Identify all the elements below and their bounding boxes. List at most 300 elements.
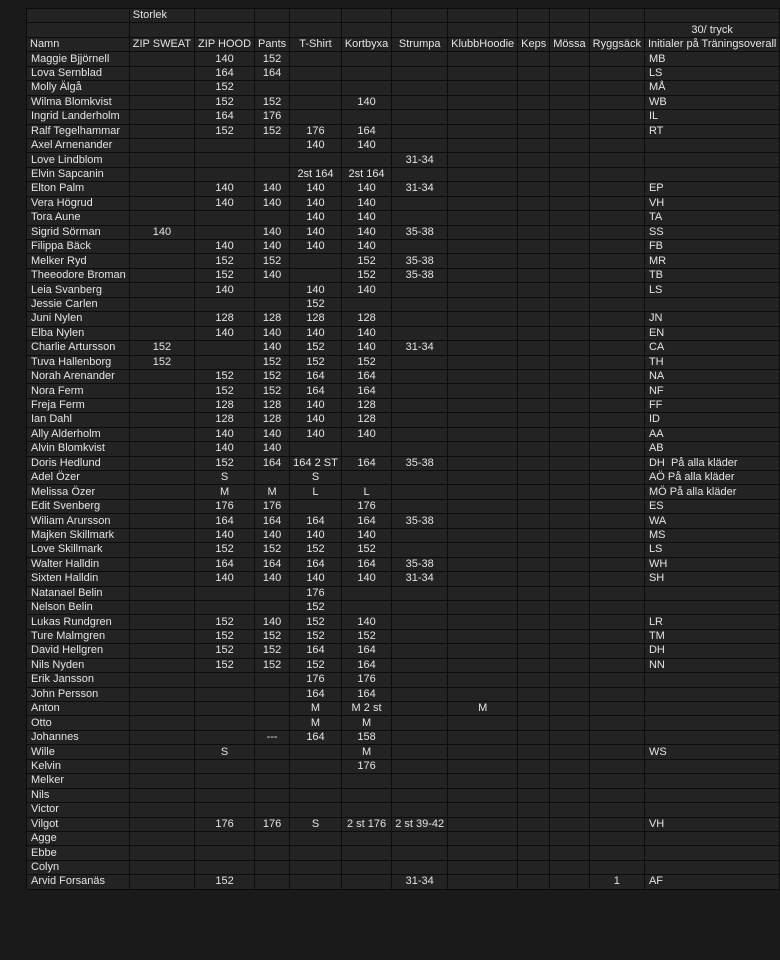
cell-ryggsack[interactable] [589,485,644,499]
cell-initialer[interactable] [644,730,779,744]
person-name-cell[interactable]: Ally Alderholm [27,427,130,441]
cell-ryggsack[interactable] [589,225,644,239]
empty-cell[interactable] [550,23,589,37]
col-header-initialer[interactable]: Initialer på Träningsoverall [644,37,779,51]
cell-zip-hood[interactable]: 140 [195,528,255,542]
cell-kortbyxa[interactable]: 2st 164 [341,167,391,181]
cell-zip-hood[interactable]: 164 [195,557,255,571]
cell-zip-sweat[interactable] [129,196,194,210]
cell-zip-sweat[interactable] [129,499,194,513]
cell-mossa[interactable] [550,759,589,773]
cell-zip-sweat[interactable]: 152 [129,355,194,369]
cell-strumpa[interactable] [392,644,448,658]
person-name-cell[interactable]: Jessie Carlen [27,297,130,311]
cell-zip-sweat[interactable] [129,658,194,672]
cell-ryggsack[interactable] [589,456,644,470]
cell-initialer[interactable] [644,860,779,874]
empty-cell[interactable] [589,9,644,23]
cell-strumpa[interactable]: 35-38 [392,225,448,239]
cell-klubbhoodie[interactable] [448,615,518,629]
cell-keps[interactable] [518,369,550,383]
cell-klubbhoodie[interactable] [448,182,518,196]
cell-initialer[interactable] [644,831,779,845]
cell-initialer[interactable]: AÖ På alla kläder [644,471,779,485]
cell-zip-sweat[interactable] [129,384,194,398]
cell-zip-hood[interactable]: 164 [195,514,255,528]
cell-zip-hood[interactable]: 140 [195,182,255,196]
cell-pants[interactable]: 140 [255,326,290,340]
empty-cell[interactable] [290,23,342,37]
cell-kortbyxa[interactable] [341,831,391,845]
cell-pants[interactable]: 152 [255,52,290,66]
cell-pants[interactable]: 140 [255,341,290,355]
cell-kortbyxa[interactable] [341,153,391,167]
cell-klubbhoodie[interactable] [448,471,518,485]
cell-klubbhoodie[interactable] [448,398,518,412]
person-name-cell[interactable]: Lova Sernblad [27,66,130,80]
cell-strumpa[interactable] [392,138,448,152]
cell-keps[interactable] [518,875,550,889]
cell-zip-sweat[interactable] [129,398,194,412]
person-name-cell[interactable]: Tuva Hallenborg [27,355,130,369]
cell-pants[interactable]: 176 [255,110,290,124]
cell-kortbyxa[interactable]: 140 [341,528,391,542]
cell-zip-hood[interactable] [195,716,255,730]
cell-mossa[interactable] [550,730,589,744]
cell-kortbyxa[interactable] [341,110,391,124]
cell-t-shirt[interactable]: 140 [290,182,342,196]
cell-zip-hood[interactable]: 128 [195,413,255,427]
cell-pants[interactable]: 140 [255,427,290,441]
cell-keps[interactable] [518,153,550,167]
cell-strumpa[interactable] [392,716,448,730]
cell-mossa[interactable] [550,225,589,239]
cell-zip-hood[interactable]: 152 [195,95,255,109]
cell-pants[interactable] [255,600,290,614]
cell-klubbhoodie[interactable] [448,442,518,456]
cell-t-shirt[interactable]: 164 [290,384,342,398]
cell-strumpa[interactable]: 31-34 [392,572,448,586]
cell-zip-hood[interactable]: 140 [195,326,255,340]
cell-t-shirt[interactable]: 140 [290,326,342,340]
cell-ryggsack[interactable] [589,629,644,643]
cell-strumpa[interactable] [392,759,448,773]
cell-initialer[interactable]: TB [644,268,779,282]
cell-initialer[interactable]: NF [644,384,779,398]
cell-pants[interactable] [255,716,290,730]
cell-zip-hood[interactable]: 152 [195,81,255,95]
cell-t-shirt[interactable] [290,759,342,773]
cell-keps[interactable] [518,831,550,845]
cell-mossa[interactable] [550,499,589,513]
cell-t-shirt[interactable] [290,254,342,268]
cell-kortbyxa[interactable]: 158 [341,730,391,744]
cell-keps[interactable] [518,384,550,398]
cell-pants[interactable]: 140 [255,442,290,456]
cell-t-shirt[interactable]: 152 [290,543,342,557]
cell-zip-hood[interactable] [195,831,255,845]
cell-strumpa[interactable] [392,860,448,874]
cell-mossa[interactable] [550,312,589,326]
col-header-klubbhoodie[interactable]: KlubbHoodie [448,37,518,51]
cell-t-shirt[interactable]: L [290,485,342,499]
cell-klubbhoodie[interactable] [448,312,518,326]
cell-klubbhoodie[interactable] [448,297,518,311]
cell-initialer[interactable]: LS [644,66,779,80]
cell-pants[interactable]: 140 [255,196,290,210]
cell-kortbyxa[interactable] [341,875,391,889]
cell-initialer[interactable]: NA [644,369,779,383]
cell-initialer[interactable]: TM [644,629,779,643]
cell-zip-hood[interactable] [195,673,255,687]
cell-strumpa[interactable] [392,413,448,427]
cell-klubbhoodie[interactable] [448,745,518,759]
cell-zip-sweat[interactable] [129,66,194,80]
cell-pants[interactable] [255,153,290,167]
cell-kortbyxa[interactable]: 176 [341,759,391,773]
cell-t-shirt[interactable]: 152 [290,600,342,614]
col-header-strumpa[interactable]: Strumpa [392,37,448,51]
cell-ryggsack[interactable] [589,716,644,730]
cell-pants[interactable]: 140 [255,182,290,196]
cell-kortbyxa[interactable] [341,846,391,860]
cell-pants[interactable]: 164 [255,514,290,528]
cell-strumpa[interactable] [392,398,448,412]
cell-kortbyxa[interactable]: L [341,485,391,499]
empty-cell[interactable] [392,9,448,23]
cell-keps[interactable] [518,702,550,716]
cell-strumpa[interactable] [392,312,448,326]
cell-kortbyxa[interactable]: 128 [341,413,391,427]
cell-klubbhoodie[interactable] [448,66,518,80]
cell-keps[interactable] [518,615,550,629]
cell-zip-sweat[interactable] [129,615,194,629]
cell-mossa[interactable] [550,788,589,802]
cell-mossa[interactable] [550,644,589,658]
cell-klubbhoodie[interactable] [448,774,518,788]
cell-keps[interactable] [518,803,550,817]
cell-kortbyxa[interactable]: M [341,745,391,759]
person-name-cell[interactable]: Kelvin [27,759,130,773]
cell-keps[interactable] [518,211,550,225]
cell-ryggsack[interactable] [589,124,644,138]
cell-strumpa[interactable] [392,211,448,225]
cell-kortbyxa[interactable]: 140 [341,283,391,297]
empty-cell[interactable] [589,23,644,37]
cell-initialer[interactable] [644,803,779,817]
cell-zip-hood[interactable]: 140 [195,196,255,210]
cell-zip-hood[interactable] [195,341,255,355]
person-name-cell[interactable]: Walter Halldin [27,557,130,571]
cell-pants[interactable] [255,846,290,860]
person-name-cell[interactable]: Nelson Belin [27,600,130,614]
cell-initialer[interactable]: SH [644,572,779,586]
person-name-cell[interactable]: Otto [27,716,130,730]
cell-t-shirt[interactable]: 140 [290,398,342,412]
cell-klubbhoodie[interactable] [448,543,518,557]
cell-t-shirt[interactable]: 152 [290,629,342,643]
cell-klubbhoodie[interactable] [448,355,518,369]
cell-zip-sweat[interactable] [129,138,194,152]
cell-klubbhoodie[interactable]: M [448,702,518,716]
cell-pants[interactable]: 164 [255,557,290,571]
cell-pants[interactable]: M [255,485,290,499]
cell-t-shirt[interactable]: 140 [290,138,342,152]
cell-klubbhoodie[interactable] [448,254,518,268]
cell-mossa[interactable] [550,153,589,167]
cell-klubbhoodie[interactable] [448,572,518,586]
cell-initialer[interactable]: DH [644,644,779,658]
cell-mossa[interactable] [550,326,589,340]
cell-initialer[interactable]: TA [644,211,779,225]
cell-mossa[interactable] [550,268,589,282]
cell-klubbhoodie[interactable] [448,803,518,817]
cell-kortbyxa[interactable]: 176 [341,673,391,687]
cell-ryggsack[interactable] [589,803,644,817]
cell-keps[interactable] [518,817,550,831]
empty-cell[interactable] [392,23,448,37]
person-name-cell[interactable]: Natanael Belin [27,586,130,600]
person-name-cell[interactable]: Theeodore Broman [27,268,130,282]
cell-klubbhoodie[interactable] [448,341,518,355]
cell-t-shirt[interactable] [290,95,342,109]
cell-zip-sweat[interactable] [129,52,194,66]
cell-zip-hood[interactable]: 140 [195,427,255,441]
cell-klubbhoodie[interactable] [448,211,518,225]
cell-ryggsack[interactable] [589,384,644,398]
person-name-cell[interactable]: Wilma Blomkvist [27,95,130,109]
empty-cell[interactable] [195,9,255,23]
cell-kortbyxa[interactable] [341,586,391,600]
cell-kortbyxa[interactable]: 128 [341,312,391,326]
cell-t-shirt[interactable]: 164 [290,730,342,744]
cell-initialer[interactable]: IL [644,110,779,124]
cell-zip-hood[interactable] [195,774,255,788]
cell-zip-hood[interactable]: 152 [195,629,255,643]
cell-ryggsack[interactable] [589,196,644,210]
person-name-cell[interactable]: Elvin Sapcanin [27,167,130,181]
person-name-cell[interactable]: Melker Ryd [27,254,130,268]
cell-klubbhoodie[interactable] [448,528,518,542]
cell-kortbyxa[interactable]: 140 [341,225,391,239]
cell-zip-hood[interactable]: 140 [195,442,255,456]
cell-mossa[interactable] [550,543,589,557]
cell-strumpa[interactable] [392,730,448,744]
cell-zip-sweat[interactable] [129,831,194,845]
cell-strumpa[interactable] [392,427,448,441]
cell-zip-hood[interactable]: M [195,485,255,499]
cell-mossa[interactable] [550,369,589,383]
person-name-cell[interactable]: Doris Hedlund [27,456,130,470]
cell-zip-sweat[interactable] [129,182,194,196]
cell-zip-sweat[interactable] [129,759,194,773]
cell-klubbhoodie[interactable] [448,658,518,672]
cell-t-shirt[interactable]: 140 [290,225,342,239]
cell-pants[interactable]: 152 [255,629,290,643]
cell-mossa[interactable] [550,66,589,80]
cell-t-shirt[interactable]: 176 [290,124,342,138]
cell-klubbhoodie[interactable] [448,456,518,470]
cell-klubbhoodie[interactable] [448,600,518,614]
cell-keps[interactable] [518,268,550,282]
cell-mossa[interactable] [550,528,589,542]
cell-t-shirt[interactable] [290,499,342,513]
cell-initialer[interactable]: CA [644,341,779,355]
cell-keps[interactable] [518,326,550,340]
cell-strumpa[interactable] [392,831,448,845]
cell-pants[interactable]: 140 [255,240,290,254]
cell-keps[interactable] [518,110,550,124]
cell-keps[interactable] [518,312,550,326]
cell-initialer[interactable]: LS [644,543,779,557]
person-name-cell[interactable]: Elton Palm [27,182,130,196]
cell-kortbyxa[interactable]: 140 [341,211,391,225]
cell-zip-sweat[interactable] [129,702,194,716]
cell-klubbhoodie[interactable] [448,557,518,571]
cell-pants[interactable] [255,759,290,773]
cell-keps[interactable] [518,297,550,311]
cell-strumpa[interactable] [392,499,448,513]
person-name-cell[interactable]: Tora Aune [27,211,130,225]
person-name-cell[interactable]: John Persson [27,687,130,701]
cell-klubbhoodie[interactable] [448,167,518,181]
cell-strumpa[interactable] [392,52,448,66]
cell-strumpa[interactable]: 35-38 [392,557,448,571]
cell-mossa[interactable] [550,283,589,297]
cell-zip-hood[interactable] [195,730,255,744]
cell-ryggsack[interactable] [589,81,644,95]
cell-ryggsack[interactable] [589,182,644,196]
cell-zip-hood[interactable]: S [195,471,255,485]
cell-strumpa[interactable]: 35-38 [392,268,448,282]
cell-zip-sweat[interactable] [129,297,194,311]
cell-t-shirt[interactable]: 164 [290,514,342,528]
cell-ryggsack[interactable] [589,514,644,528]
cell-strumpa[interactable] [392,297,448,311]
cell-ryggsack[interactable] [589,355,644,369]
cell-keps[interactable] [518,124,550,138]
person-name-cell[interactable]: Ralf Tegelhammar [27,124,130,138]
person-name-cell[interactable]: Nils Nyden [27,658,130,672]
cell-klubbhoodie[interactable] [448,196,518,210]
cell-initialer[interactable] [644,138,779,152]
cell-keps[interactable] [518,225,550,239]
cell-klubbhoodie[interactable] [448,860,518,874]
cell-klubbhoodie[interactable] [448,384,518,398]
cell-kortbyxa[interactable] [341,774,391,788]
person-name-cell[interactable]: Vera Högrud [27,196,130,210]
cell-mossa[interactable] [550,702,589,716]
cell-initialer[interactable]: VH [644,196,779,210]
person-name-cell[interactable]: Leia Svanberg [27,283,130,297]
cell-kortbyxa[interactable] [341,52,391,66]
cell-zip-sweat[interactable] [129,95,194,109]
person-name-cell[interactable]: Molly Älgå [27,81,130,95]
cell-mossa[interactable] [550,860,589,874]
cell-mossa[interactable] [550,615,589,629]
cell-t-shirt[interactable] [290,803,342,817]
cell-klubbhoodie[interactable] [448,730,518,744]
cell-ryggsack[interactable] [589,860,644,874]
cell-strumpa[interactable]: 31-34 [392,153,448,167]
cell-mossa[interactable] [550,875,589,889]
cell-ryggsack[interactable] [589,398,644,412]
cell-zip-hood[interactable] [195,846,255,860]
cell-t-shirt[interactable]: M [290,716,342,730]
cell-pants[interactable]: 152 [255,124,290,138]
person-name-cell[interactable]: Sigrid Sörman [27,225,130,239]
cell-strumpa[interactable] [392,355,448,369]
cell-ryggsack[interactable] [589,499,644,513]
cell-pants[interactable] [255,81,290,95]
cell-zip-sweat[interactable] [129,413,194,427]
cell-klubbhoodie[interactable] [448,240,518,254]
cell-kortbyxa[interactable]: 140 [341,95,391,109]
cell-initialer[interactable]: NN [644,658,779,672]
cell-pants[interactable]: 128 [255,312,290,326]
empty-cell[interactable] [550,9,589,23]
cell-keps[interactable] [518,644,550,658]
cell-strumpa[interactable] [392,803,448,817]
cell-zip-hood[interactable]: 140 [195,240,255,254]
cell-ryggsack[interactable] [589,687,644,701]
cell-t-shirt[interactable]: 140 [290,427,342,441]
cell-keps[interactable] [518,456,550,470]
cell-strumpa[interactable] [392,586,448,600]
cell-zip-hood[interactable] [195,586,255,600]
cell-zip-sweat[interactable] [129,875,194,889]
cell-pants[interactable]: 164 [255,456,290,470]
cell-zip-hood[interactable] [195,211,255,225]
cell-pants[interactable] [255,788,290,802]
cell-ryggsack[interactable] [589,528,644,542]
cell-initialer[interactable]: EP [644,182,779,196]
cell-zip-sweat[interactable] [129,716,194,730]
cell-zip-hood[interactable]: 140 [195,283,255,297]
cell-t-shirt[interactable] [290,846,342,860]
col-header-mossa[interactable]: Mössa [550,37,589,51]
cell-zip-hood[interactable]: 152 [195,615,255,629]
cell-zip-sweat[interactable] [129,644,194,658]
cell-mossa[interactable] [550,182,589,196]
cell-pants[interactable] [255,745,290,759]
cell-ryggsack[interactable] [589,846,644,860]
empty-cell[interactable] [518,23,550,37]
cell-t-shirt[interactable]: 164 [290,644,342,658]
cell-strumpa[interactable]: 35-38 [392,254,448,268]
person-name-cell[interactable]: Maggie Bjjörnell [27,52,130,66]
cell-zip-sweat[interactable] [129,514,194,528]
cell-kortbyxa[interactable] [341,471,391,485]
cell-zip-sweat[interactable] [129,456,194,470]
cell-pants[interactable]: 140 [255,615,290,629]
cell-t-shirt[interactable] [290,442,342,456]
cell-klubbhoodie[interactable] [448,153,518,167]
person-name-cell[interactable]: Love Skillmark [27,543,130,557]
cell-zip-sweat[interactable] [129,240,194,254]
cell-initialer[interactable]: AA [644,427,779,441]
cell-t-shirt[interactable] [290,268,342,282]
cell-strumpa[interactable] [392,658,448,672]
cell-zip-sweat[interactable] [129,557,194,571]
cell-ryggsack[interactable] [589,326,644,340]
cell-klubbhoodie[interactable] [448,846,518,860]
empty-cell[interactable] [290,9,342,23]
cell-ryggsack[interactable] [589,66,644,80]
cell-zip-sweat[interactable] [129,81,194,95]
cell-keps[interactable] [518,196,550,210]
cell-kortbyxa[interactable] [341,442,391,456]
